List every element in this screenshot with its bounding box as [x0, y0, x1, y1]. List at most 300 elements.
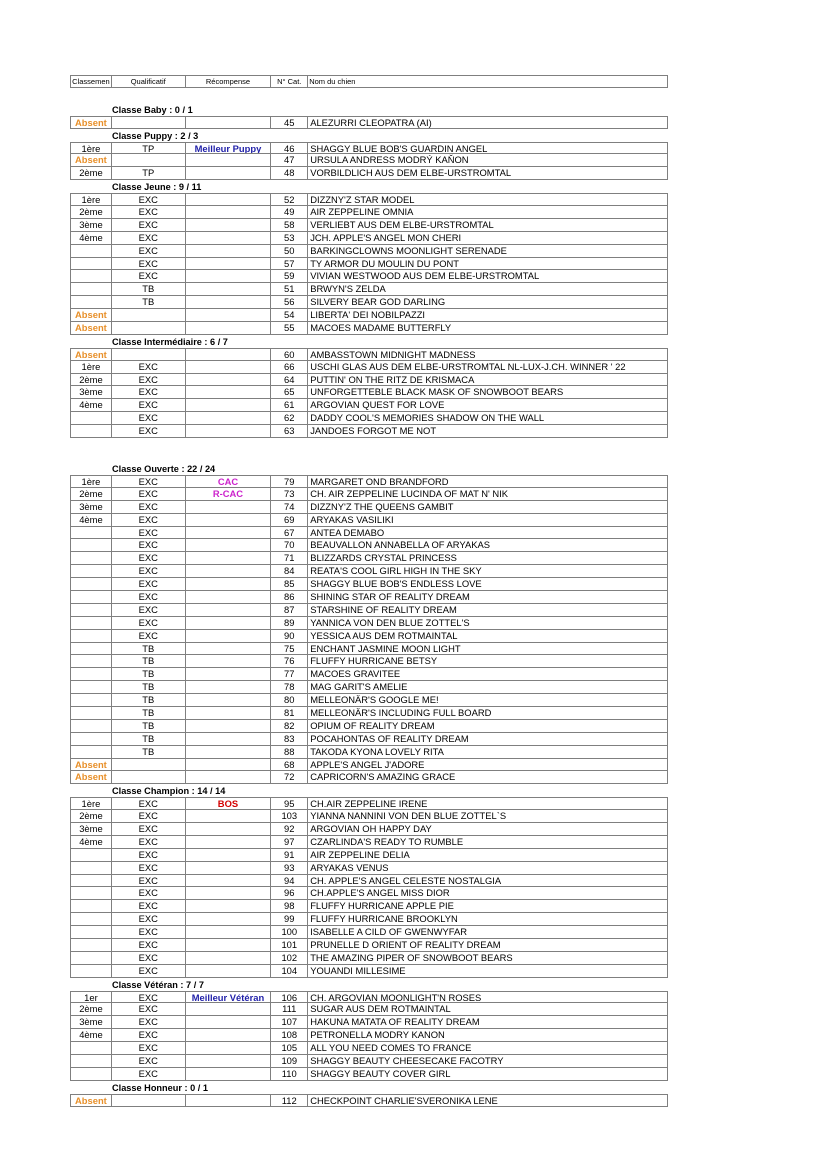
dog-name-cell: LIBERTA' DEI NOBILPAZZI — [307, 309, 667, 321]
dog-name-cell: CAPRICORN'S AMAZING GRACE — [307, 771, 667, 783]
dog-name-cell: CZARLINDA'S READY TO RUMBLE — [307, 836, 667, 848]
table-row — [70, 746, 668, 759]
qualif-cell: EXC — [111, 1029, 185, 1041]
rank-cell — [71, 604, 111, 616]
table-row — [70, 425, 668, 438]
rank-cell — [71, 527, 111, 539]
rank-cell — [71, 425, 111, 437]
qualif-cell: EXC — [111, 591, 185, 603]
table-row — [70, 154, 668, 167]
dog-name-cell: MACOES MADAME BUTTERFLY — [307, 322, 667, 334]
qualif-cell — [111, 322, 185, 334]
rank-cell: Absent — [75, 348, 107, 360]
qualif-cell: EXC — [111, 1042, 185, 1054]
qualif-cell — [111, 1095, 185, 1106]
cat-number-cell: 61 — [270, 399, 307, 411]
rank-cell — [71, 952, 111, 964]
qualif-cell: EXC — [111, 1003, 185, 1015]
dog-name-cell: ALEZURRI CLEOPATRA (AI) — [307, 117, 667, 128]
table-row — [70, 322, 668, 335]
award-cell — [185, 630, 271, 642]
table-row — [70, 539, 668, 552]
rank-cell: 2ème — [79, 1003, 103, 1015]
cat-number-cell: 90 — [270, 630, 307, 642]
qualif-cell: EXC — [111, 823, 185, 835]
qualif-cell: EXC — [111, 552, 185, 564]
rank-cell — [71, 707, 111, 719]
dog-name-cell: CHECKPOINT CHARLIE'SVERONIKA LENE — [307, 1095, 667, 1106]
award-cell — [185, 926, 271, 938]
qualif-cell: EXC — [111, 245, 185, 257]
table-row — [70, 836, 668, 849]
cat-number-cell: 98 — [270, 900, 307, 912]
qualif-cell: EXC — [111, 875, 185, 887]
dog-name-cell: STARSHINE OF REALITY DREAM — [307, 604, 667, 616]
table-row — [70, 797, 668, 810]
table-row — [70, 219, 668, 232]
award-cell — [185, 206, 271, 218]
qualif-cell: EXC — [111, 900, 185, 912]
rank-cell: 4ème — [79, 1029, 103, 1041]
dog-name-cell: ANTEA DEMABO — [307, 527, 667, 539]
cat-number-cell: 60 — [270, 349, 307, 360]
rank-cell: 3ème — [79, 500, 103, 512]
award-cell — [185, 578, 271, 590]
rank-cell — [71, 849, 111, 861]
dog-name-cell: DIZZNY'Z THE QUEENS GAMBIT — [307, 501, 667, 513]
dog-name-cell: PRUNELLE D ORIENT OF REALITY DREAM — [307, 939, 667, 951]
cat-number-cell: 53 — [270, 232, 307, 244]
award-cell — [185, 539, 271, 551]
cat-number-cell: 106 — [270, 992, 307, 1003]
rank-cell: 1ère — [81, 142, 101, 154]
award-cell — [185, 309, 271, 321]
qualif-cell: EXC — [111, 399, 185, 411]
rank-cell: 4ème — [79, 513, 103, 525]
dog-name-cell: MELLEONÄR'S GOOGLE ME! — [307, 694, 667, 706]
award-cell — [185, 759, 271, 771]
dog-name-cell: BRWYN'S ZELDA — [307, 283, 667, 295]
award-cell — [185, 655, 271, 667]
cat-number-cell: 46 — [270, 143, 307, 154]
award-cell — [185, 374, 271, 386]
dog-name-cell: ARYAKAS VASILIKI — [307, 514, 667, 526]
award-cell — [185, 514, 271, 526]
award-cell — [185, 913, 271, 925]
table-row — [70, 939, 668, 952]
dog-name-cell: POCAHONTAS OF REALITY DREAM — [307, 733, 667, 745]
table-row — [70, 694, 668, 707]
rank-cell — [71, 900, 111, 912]
qualif-cell: TB — [111, 733, 185, 745]
dog-name-cell: MACOES GRAVITEE — [307, 668, 667, 680]
table-row — [70, 771, 668, 784]
table-row — [70, 733, 668, 746]
dog-name-cell: JCH. APPLE'S ANGEL MON CHERI — [307, 232, 667, 244]
class-list — [70, 88, 668, 1107]
cat-number-cell: 72 — [270, 771, 307, 783]
table-row — [70, 1042, 668, 1055]
rank-cell — [71, 939, 111, 951]
cat-number-cell: 48 — [270, 167, 307, 179]
dog-name-cell: BARKINGCLOWNS MOONLIGHT SERENADE — [307, 245, 667, 257]
dog-name-cell: USCHI GLAS AUS DEM ELBE-URSTROMTAL NL-LUX-J.CH. WINNER ' 22 — [307, 361, 667, 373]
table-row — [70, 900, 668, 913]
qualif-cell: EXC — [111, 965, 185, 977]
class-title: Classe Jeune : 9 / 11 — [112, 182, 202, 193]
dog-name-cell: CH. APPLE'S ANGEL CELESTE NOSTALGIA — [307, 875, 667, 887]
dog-name-cell: TAKODA KYONA LOVELY RITA — [307, 746, 667, 758]
cat-number-cell: 107 — [270, 1016, 307, 1028]
table-row — [70, 475, 668, 488]
cat-number-cell: 88 — [270, 746, 307, 758]
qualif-cell: EXC — [111, 488, 185, 500]
award-cell: Meilleur Puppy — [185, 143, 271, 154]
qualif-cell: EXC — [111, 386, 185, 398]
qualif-cell — [111, 117, 185, 128]
qualif-cell: EXC — [111, 836, 185, 848]
qualif-cell: EXC — [111, 1016, 185, 1028]
qualif-cell: EXC — [111, 630, 185, 642]
award-cell — [185, 1042, 271, 1054]
award-cell — [185, 887, 271, 899]
dog-name-cell: YOUANDI MILLESIME — [307, 965, 667, 977]
qualif-cell — [111, 309, 185, 321]
dog-name-cell: ARGOVIAN QUEST FOR LOVE — [307, 399, 667, 411]
award-cell — [185, 322, 271, 334]
qualif-cell: EXC — [111, 194, 185, 205]
award-cell — [185, 283, 271, 295]
award-cell — [185, 849, 271, 861]
award-cell — [185, 900, 271, 912]
award-cell: BOS — [185, 798, 271, 809]
cat-number-cell: 105 — [270, 1042, 307, 1054]
qualif-cell: TB — [111, 643, 185, 655]
table-row — [70, 810, 668, 823]
award-cell — [185, 117, 271, 128]
award-cell — [185, 1003, 271, 1015]
dog-name-cell: APPLE'S ANGEL J'ADORE — [307, 759, 667, 771]
table-row — [70, 655, 668, 668]
qualif-cell: EXC — [111, 361, 185, 373]
table-row — [70, 348, 668, 361]
table-row — [70, 759, 668, 772]
award-cell — [185, 836, 271, 848]
cat-number-cell: 78 — [270, 681, 307, 693]
cat-number-cell: 99 — [270, 913, 307, 925]
qualif-cell: EXC — [111, 527, 185, 539]
dog-name-cell: OPIUM OF REALITY DREAM — [307, 720, 667, 732]
table-row — [70, 630, 668, 643]
rank-cell — [71, 258, 111, 270]
award-cell — [185, 167, 271, 179]
rank-cell — [71, 270, 111, 282]
cat-number-cell: 100 — [270, 926, 307, 938]
award-cell — [185, 952, 271, 964]
award-cell — [185, 425, 271, 437]
award-cell — [185, 939, 271, 951]
table-row — [70, 193, 668, 206]
qualif-cell: EXC — [111, 913, 185, 925]
dog-name-cell: AIR ZEPPELINE OMNIA — [307, 206, 667, 218]
dog-name-cell: REATA'S COOL GIRL HIGH IN THE SKY — [307, 565, 667, 577]
dog-name-cell: YIANNA NANNINI VON DEN BLUE ZOTTEL`S — [307, 810, 667, 822]
table-row — [70, 875, 668, 888]
award-cell — [185, 617, 271, 629]
rank-cell — [71, 412, 111, 424]
qualif-cell: EXC — [111, 862, 185, 874]
table-row — [70, 232, 668, 245]
dog-name-cell: PUTTIN' ON THE RITZ DE KRISMACA — [307, 374, 667, 386]
award-cell — [185, 823, 271, 835]
rank-cell: 1ère — [81, 360, 101, 372]
qualif-cell: TB — [111, 296, 185, 308]
rank-cell: 3ème — [79, 1016, 103, 1028]
award-cell: CAC — [185, 476, 271, 487]
rank-cell — [71, 668, 111, 680]
cat-number-cell: 77 — [270, 668, 307, 680]
table-row — [70, 283, 668, 296]
dog-name-cell: FLUFFY HURRICANE BROOKLYN — [307, 913, 667, 925]
cat-number-cell: 91 — [270, 849, 307, 861]
cat-number-cell: 68 — [270, 759, 307, 771]
qualif-cell: EXC — [111, 270, 185, 282]
rank-cell: 3ème — [79, 386, 103, 398]
table-row — [70, 1055, 668, 1068]
table-row — [70, 167, 668, 180]
dog-name-cell: CH.AIR ZEPPELINE IRENE — [307, 798, 667, 809]
rank-cell — [71, 539, 111, 551]
qualif-cell: TB — [111, 283, 185, 295]
award-cell: R-CAC — [185, 488, 271, 500]
class-title: Classe Intermédiaire : 6 / 7 — [112, 336, 228, 347]
award-cell — [185, 1095, 271, 1106]
cat-number-cell: 50 — [270, 245, 307, 257]
award-cell — [185, 349, 271, 360]
table-row — [70, 270, 668, 283]
table-row — [70, 965, 668, 978]
dog-name-cell: AIR ZEPPELINE DELIA — [307, 849, 667, 861]
rank-cell — [71, 578, 111, 590]
class-title: Classe Honneur : 0 / 1 — [112, 1082, 208, 1093]
table-row — [70, 361, 668, 374]
table-row — [70, 309, 668, 322]
dog-name-cell: ISABELLE A CILD OF GWENWYFAR — [307, 926, 667, 938]
table-row — [70, 245, 668, 258]
award-cell — [185, 668, 271, 680]
dog-name-cell: MELLEONÄR'S INCLUDING FULL BOARD — [307, 707, 667, 719]
dog-name-cell: TY ARMOR DU MOULIN DU PONT — [307, 258, 667, 270]
section-gap — [70, 438, 668, 462]
dog-name-cell: SHAGGY BLUE BOB'S ENDLESS LOVE — [307, 578, 667, 590]
qualif-cell: EXC — [111, 617, 185, 629]
table-row — [70, 1068, 668, 1081]
qualif-cell: EXC — [111, 565, 185, 577]
award-cell — [185, 681, 271, 693]
rank-cell: 4ème — [79, 835, 103, 847]
dog-name-cell: VIVIAN WESTWOOD AUS DEM ELBE-URSTROMTAL — [307, 270, 667, 282]
rank-cell: Absent — [75, 309, 107, 321]
class-title: Classe Champion : 14 / 14 — [112, 786, 226, 797]
dog-name-cell: ENCHANT JASMINE MOON LIGHT — [307, 643, 667, 655]
cat-number-cell: 70 — [270, 539, 307, 551]
rank-cell: 2ème — [79, 206, 103, 218]
award-cell — [185, 565, 271, 577]
table-row — [70, 707, 668, 720]
cat-number-cell: 96 — [270, 887, 307, 899]
qualif-cell: TB — [111, 694, 185, 706]
cat-number-cell: 81 — [270, 707, 307, 719]
dog-name-cell: ARYAKAS VENUS — [307, 862, 667, 874]
dog-name-cell: YESSICA AUS DEM ROTMAINTAL — [307, 630, 667, 642]
rank-cell: 1ère — [81, 475, 101, 487]
cat-number-cell: 101 — [270, 939, 307, 951]
rank-cell — [71, 591, 111, 603]
qualif-cell: EXC — [111, 206, 185, 218]
table-row — [70, 591, 668, 604]
qualif-cell: EXC — [111, 425, 185, 437]
rank-cell — [71, 245, 111, 257]
qualif-cell: TB — [111, 720, 185, 732]
qualif-cell: EXC — [111, 501, 185, 513]
rank-cell — [71, 720, 111, 732]
table-row — [70, 399, 668, 412]
cat-number-cell: 93 — [270, 862, 307, 874]
rank-cell: 2ème — [79, 373, 103, 385]
qualif-cell: EXC — [111, 232, 185, 244]
rank-cell — [71, 887, 111, 899]
rank-cell: 2ème — [79, 167, 103, 179]
table-row — [70, 991, 668, 1004]
cat-number-cell: 71 — [270, 552, 307, 564]
qualif-cell: EXC — [111, 810, 185, 822]
table-row — [70, 578, 668, 591]
qualif-cell — [111, 771, 185, 783]
header-name: Nom du chien — [307, 76, 667, 87]
rank-cell — [71, 913, 111, 925]
cat-number-cell: 56 — [270, 296, 307, 308]
cat-number-cell: 110 — [270, 1068, 307, 1080]
rank-cell — [71, 283, 111, 295]
cat-number-cell: 51 — [270, 283, 307, 295]
table-row — [70, 617, 668, 630]
dog-name-cell: ARGOVIAN OH HAPPY DAY — [307, 823, 667, 835]
rank-cell — [71, 1068, 111, 1080]
header-reward: Récompense — [185, 76, 271, 87]
table-row — [70, 681, 668, 694]
rank-cell — [71, 655, 111, 667]
dog-name-cell: SHAGGY BLUE BOB'S GUARDIN ANGEL — [307, 143, 667, 154]
award-cell — [185, 219, 271, 231]
qualif-cell: TB — [111, 655, 185, 667]
dog-name-cell: THE AMAZING PIPER OF SNOWBOOT BEARS — [307, 952, 667, 964]
table-row — [70, 514, 668, 527]
award-cell: Meilleur Vétéran — [185, 992, 271, 1003]
qualif-cell: EXC — [111, 514, 185, 526]
rank-cell: 4ème — [79, 399, 103, 411]
award-cell — [185, 862, 271, 874]
cat-number-cell: 79 — [270, 476, 307, 487]
dog-name-cell: FLUFFY HURRICANE BETSY — [307, 655, 667, 667]
rank-cell: 3ème — [79, 218, 103, 230]
table-row — [70, 488, 668, 501]
cat-number-cell: 112 — [270, 1095, 307, 1106]
award-cell — [185, 1055, 271, 1067]
class-title: Classe Ouverte : 22 / 24 — [112, 464, 216, 475]
award-cell — [185, 258, 271, 270]
dog-name-cell: HAKUNA MATATA OF REALITY DREAM — [307, 1016, 667, 1028]
award-cell — [185, 232, 271, 244]
award-cell — [185, 707, 271, 719]
dog-name-cell: SHAGGY BEAUTY CHEESECAKE FACOTRY — [307, 1055, 667, 1067]
table-row — [70, 643, 668, 656]
cat-number-cell: 45 — [270, 117, 307, 128]
qualif-cell: EXC — [111, 578, 185, 590]
dog-name-cell: BLIZZARDS CRYSTAL PRINCESS — [307, 552, 667, 564]
rank-cell: Absent — [75, 771, 107, 783]
rank-cell: Absent — [75, 322, 107, 334]
dog-name-cell: DIZZNY'Z STAR MODEL — [307, 194, 667, 205]
rank-cell — [71, 296, 111, 308]
rank-cell — [71, 733, 111, 745]
award-cell — [185, 733, 271, 745]
cat-number-cell: 102 — [270, 952, 307, 964]
dog-name-cell: YANNICA VON DEN BLUE ZOTTEL'S — [307, 617, 667, 629]
qualif-cell: TP — [111, 143, 185, 154]
table-row — [70, 926, 668, 939]
award-cell — [185, 412, 271, 424]
cat-number-cell: 67 — [270, 527, 307, 539]
award-cell — [185, 720, 271, 732]
award-cell — [185, 694, 271, 706]
qualif-cell: EXC — [111, 939, 185, 951]
cat-number-cell: 83 — [270, 733, 307, 745]
award-cell — [185, 965, 271, 977]
dog-name-cell: CH. AIR ZEPPELINE LUCINDA OF MAT N' NIK — [307, 488, 667, 500]
cat-number-cell: 108 — [270, 1029, 307, 1041]
table-row — [70, 604, 668, 617]
rank-cell — [71, 875, 111, 887]
dog-name-cell: DADDY COOL'S MEMORIES SHADOW ON THE WALL — [307, 412, 667, 424]
cat-number-cell: 63 — [270, 425, 307, 437]
rank-cell — [71, 630, 111, 642]
rank-cell — [71, 643, 111, 655]
dog-name-cell: UNFORGETTEBLE BLACK MASK OF SNOWBOOT BEARS — [307, 386, 667, 398]
award-cell — [185, 591, 271, 603]
award-cell — [185, 361, 271, 373]
cat-number-cell: 62 — [270, 412, 307, 424]
qualif-cell: TP — [111, 167, 185, 179]
award-cell — [185, 1029, 271, 1041]
qualif-cell: EXC — [111, 992, 185, 1003]
cat-number-cell: 80 — [270, 694, 307, 706]
dog-name-cell: SILVERY BEAR GOD DARLING — [307, 296, 667, 308]
cat-number-cell: 95 — [270, 798, 307, 809]
rank-cell — [71, 694, 111, 706]
class-title: Classe Baby : 0 / 1 — [112, 104, 193, 115]
rank-cell: Absent — [75, 116, 107, 128]
rank-cell: Absent — [75, 1094, 107, 1106]
award-cell — [185, 194, 271, 205]
qualif-cell: EXC — [111, 952, 185, 964]
qualif-cell: EXC — [111, 926, 185, 938]
dog-name-cell: URSULA ANDRESS MODRÝ KAŇON — [307, 154, 667, 166]
header-qualif: Qualificatif — [111, 76, 185, 87]
award-cell — [185, 296, 271, 308]
rank-cell — [71, 862, 111, 874]
header-cat: N° Cat. — [270, 76, 307, 87]
qualif-cell: EXC — [111, 476, 185, 487]
